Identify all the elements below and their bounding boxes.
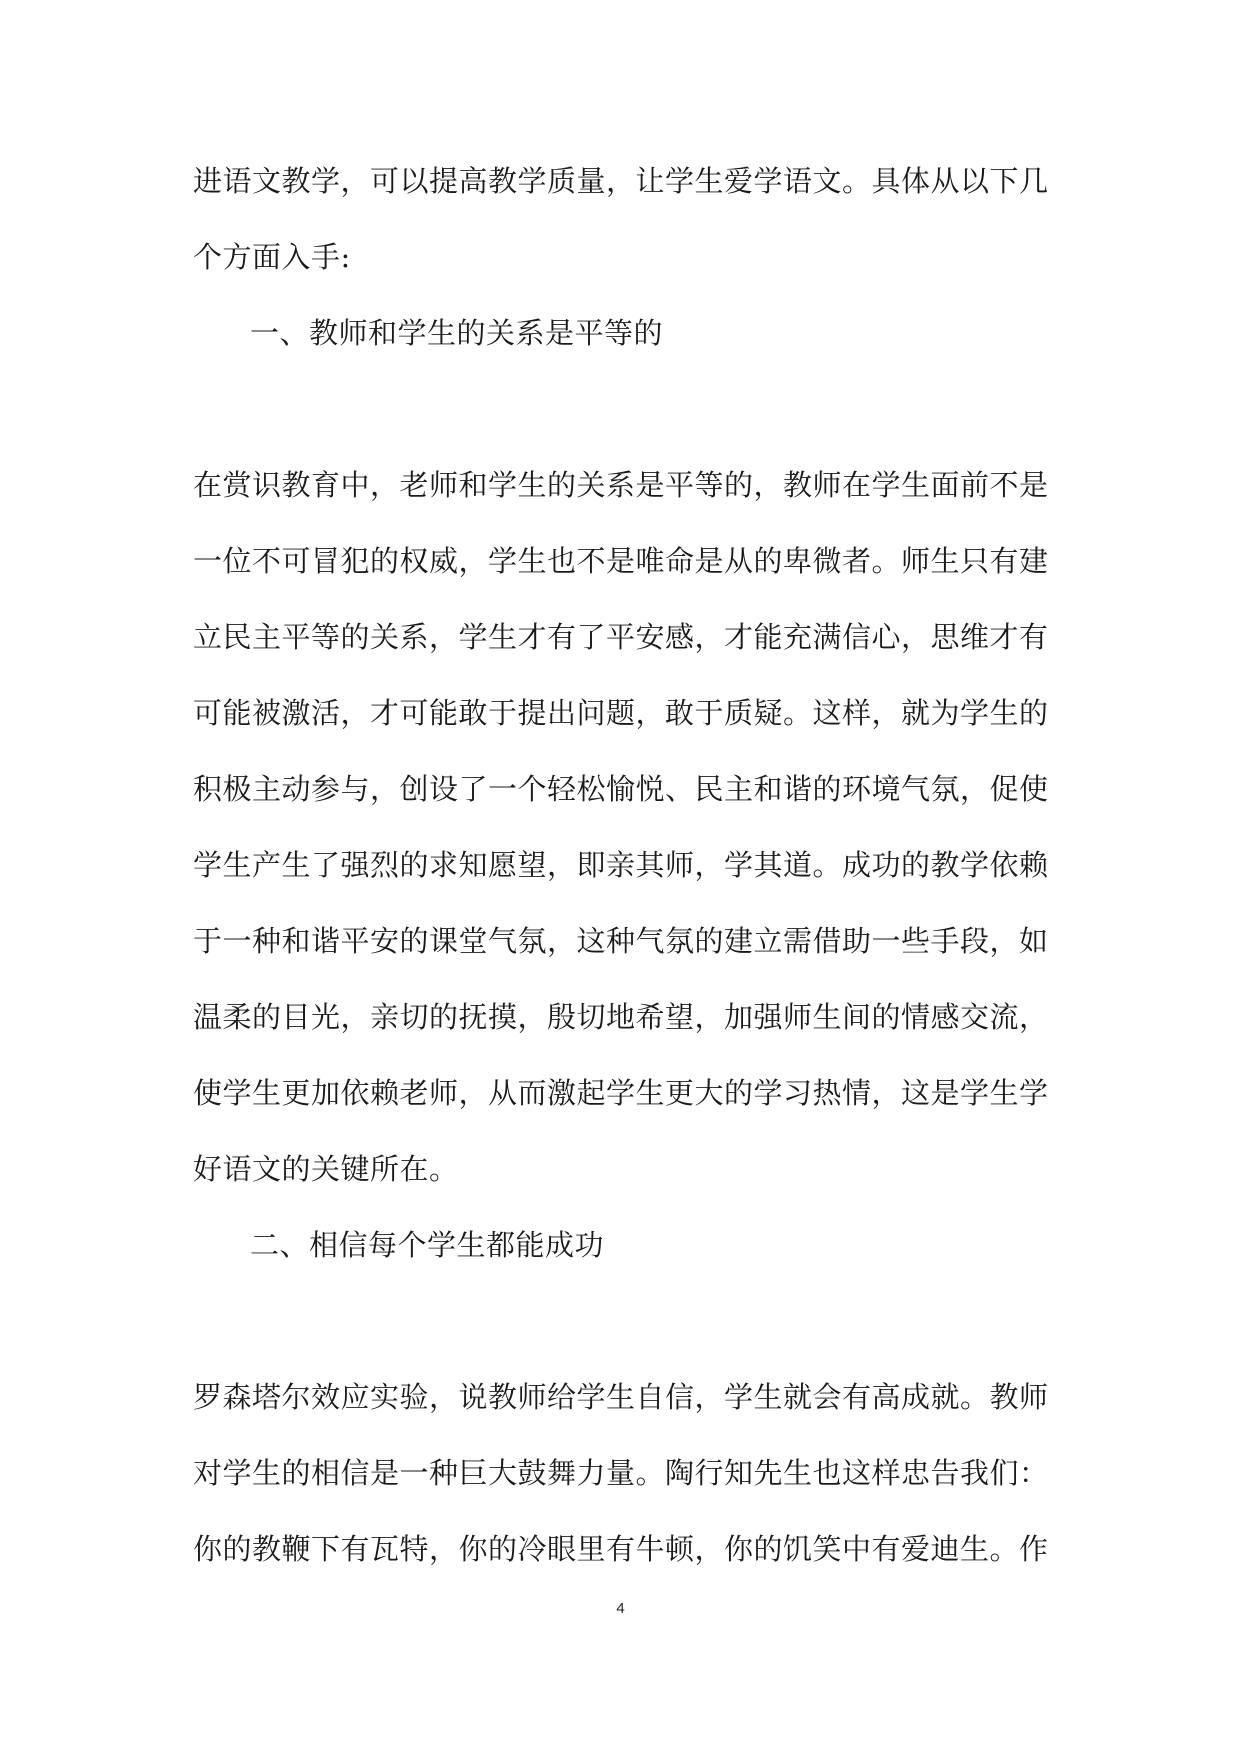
paragraph-2-line-8: 温柔的目光，亲切的抚摸，殷切地希望，加强师生间的情感交流， xyxy=(193,1000,1049,1034)
paragraph-2-line-5: 积极主动参与，创设了一个轻松愉悦、民主和谐的环境气氛，促使 xyxy=(193,772,1049,806)
paragraph-2-line-9: 使学生更加依赖老师，从而激起学生更大的学习热情，这是学生学 xyxy=(193,1076,1049,1110)
paragraph-2-line-7: 于一种和谐平安的课堂气氛，这种气氛的建立需借助一些手段，如 xyxy=(193,924,1049,958)
paragraph-2-line-6: 学生产生了强烈的求知愿望，即亲其师，学其道。成功的教学依赖 xyxy=(193,848,1049,882)
section-heading-1: 一、教师和学生的关系是平等的 xyxy=(250,316,664,350)
paragraph-2-line-10: 好语文的关键所在。 xyxy=(193,1152,459,1186)
paragraph-1-line-1: 进语文教学，可以提高教学质量，让学生爱学语文。具体从以下几 xyxy=(193,164,1049,198)
paragraph-3-line-3: 你的教鞭下有瓦特，你的冷眼里有牛顿，你的饥笑中有爱迪生。作 xyxy=(193,1532,1049,1566)
paragraph-2-line-1: 在赏识教育中，老师和学生的关系是平等的，教师在学生面前不是 xyxy=(193,468,1049,502)
paragraph-3-line-2: 对学生的相信是一种巨大鼓舞力量。陶行知先生也这样忠告我们： xyxy=(193,1456,1049,1490)
section-heading-2: 二、相信每个学生都能成功 xyxy=(250,1228,605,1262)
page-number: 4 xyxy=(616,1600,625,1617)
paragraph-1-line-2: 个方面入手: xyxy=(193,240,351,274)
paragraph-2-line-4: 可能被激活，才可能敢于提出问题，敢于质疑。这样，就为学生的 xyxy=(193,696,1049,730)
paragraph-2-line-2: 一位不可冒犯的权威，学生也不是唯命是从的卑微者。师生只有建 xyxy=(193,544,1049,578)
paragraph-3-line-1: 罗森塔尔效应实验，说教师给学生自信，学生就会有高成就。教师 xyxy=(193,1380,1049,1414)
paragraph-2-line-3: 立民主平等的关系，学生才有了平安感，才能充满信心，思维才有 xyxy=(193,620,1049,654)
